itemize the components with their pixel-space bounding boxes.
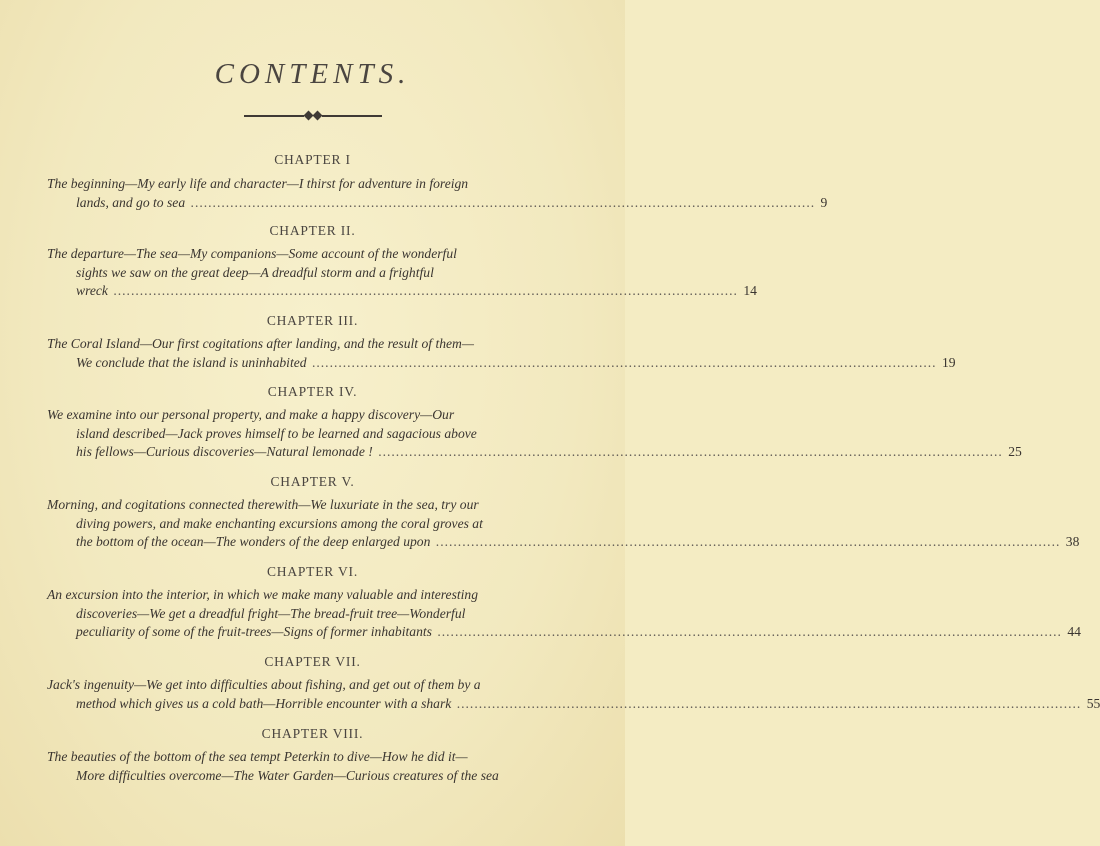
chapter-heading: CHAPTER VII.: [264, 654, 361, 669]
summary-last-line: lands, and go to sea .............................................................................................................................................. 9: [76, 194, 828, 210]
summary-last-line: wreck .............................................................................................................................................. 14: [76, 283, 757, 298]
page-number: 19: [941, 354, 956, 370]
chapter-summary: [47, 748, 578, 785]
page-number: 25: [1008, 444, 1022, 459]
page-number: 55: [1086, 695, 1100, 711]
summary-line: his fellows—Curious discoveries—Natural lemonade !: [76, 444, 373, 459]
page-number: 9: [820, 194, 828, 210]
page-title: CONTENTS.: [214, 58, 411, 90]
chapter-summary: [47, 175, 828, 212]
summary-line: sights we saw on the great deep—A dreadful storm and a frightful: [76, 264, 434, 280]
summary-last-line: We conclude that the island is uninhabited .............................................................................................................................................. 19: [76, 354, 956, 370]
page-number: 14: [743, 283, 757, 298]
summary-line: Morning, and cogitations connected therewith—We luxuriate in the sea, try our: [47, 497, 479, 512]
summary-line: The Coral Island—Our first cogitations after landing, and the result of them—: [47, 336, 474, 351]
chapter-summary: [47, 496, 1080, 552]
page-number: 44: [1067, 624, 1081, 639]
summary-last-line: method which gives us a cold bath—Horrible encounter with a shark .............................................................................................................................................. 55: [76, 695, 1100, 711]
summary-line: An excursion into the interior, in which we make many valuable and interesting: [47, 587, 479, 602]
chapter-heading: CHAPTER III.: [266, 313, 359, 328]
summary-line: island described—Jack proves himself to be learned and sagacious above: [76, 425, 477, 441]
summary-line: The beginning—My early life and character—I thirst for adventure in foreign: [47, 176, 469, 191]
chapter-heading: CHAPTER I: [274, 152, 351, 167]
chapter-summary: [47, 676, 1100, 713]
summary-line: discoveries—We get a dreadful fright—The bread-fruit tree—Wonderful: [76, 605, 466, 621]
summary-line: diving powers, and make enchanting excursions among the coral groves at: [76, 515, 483, 531]
summary-line: lands, and go to sea: [76, 194, 186, 210]
chapter-heading: CHAPTER II.: [269, 223, 356, 238]
summary-line: We examine into our personal property, and make a happy discovery—Our: [47, 407, 455, 422]
chapter-heading: CHAPTER IV.: [267, 384, 358, 399]
title-ornament: [244, 112, 382, 120]
page-number: 38: [1065, 534, 1080, 549]
chapter-summary: [47, 335, 956, 372]
summary-line: method which gives us a cold bath—Horrible encounter with a shark: [76, 695, 452, 711]
chapter-heading: CHAPTER VI.: [266, 564, 359, 579]
chapter-summary: [47, 406, 1022, 462]
summary-line: We conclude that the island is uninhabited: [76, 354, 307, 370]
summary-line: The departure—The sea—My companions—Some account of the wonderful: [47, 246, 457, 261]
summary-last-line: peculiarity of some of the fruit-trees—Signs of former inhabitants .............................................................................................................................................. 44: [76, 624, 1081, 639]
chapter-summary: [47, 245, 757, 301]
summary-last-line: the bottom of the ocean—The wonders of the deep enlarged upon .............................................................................................................................................. 38: [76, 534, 1080, 549]
summary-line: The beauties of the bottom of the sea tempt Peterkin to dive—How he did it—: [47, 749, 468, 764]
summary-line: peculiarity of some of the fruit-trees—Signs of former inhabitants: [76, 624, 432, 639]
summary-line: More difficulties overcome—The Water Garden—Curious creatures of the sea: [76, 767, 499, 783]
chapter-heading: CHAPTER VIII.: [261, 726, 364, 741]
summary-line: the bottom of the ocean—The wonders of the deep enlarged upon: [76, 534, 431, 549]
chapter-summary: [47, 586, 1081, 642]
summary-line: Jack's ingenuity—We get into difficulties about fishing, and get out of them by a: [47, 677, 481, 692]
summary-last-line: his fellows—Curious discoveries—Natural lemonade ! .............................................................................................................................................. 25: [76, 444, 1022, 459]
chapter-heading: CHAPTER V.: [270, 474, 355, 489]
summary-line: wreck: [76, 283, 108, 298]
